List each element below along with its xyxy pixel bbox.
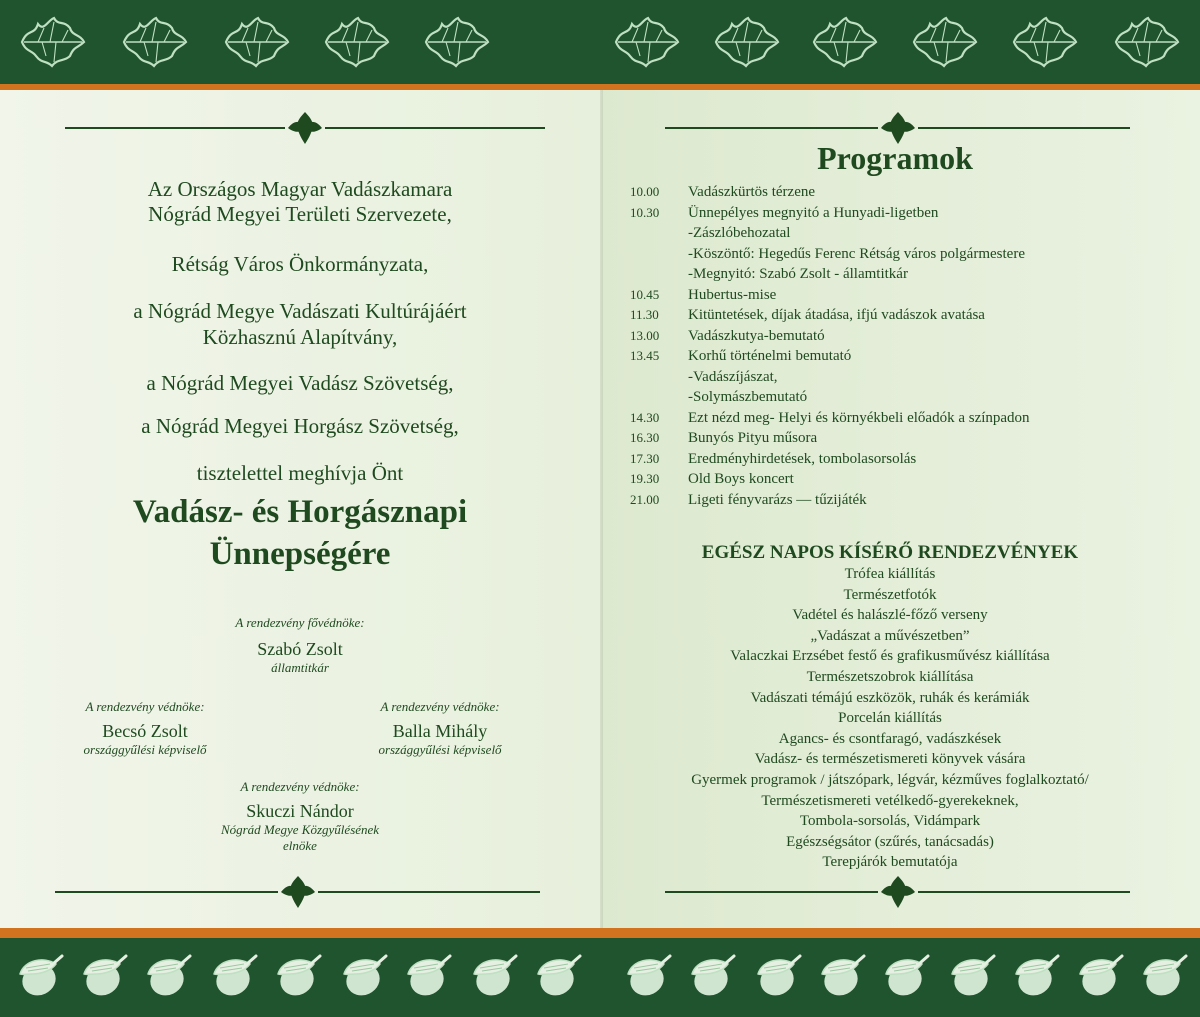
program-text: -Megnyitó: Szabó Zsolt - államtitkár <box>688 266 908 282</box>
oak-leaf-icon <box>712 10 782 74</box>
organizer-line-1: Az Országos Magyar Vadászkamara <box>147 177 453 201</box>
events-title: EGÉSZ NAPOS KÍSÉRŐ RENDEZVÉNYEK <box>701 542 1079 563</box>
program-time: 11.30 <box>630 307 659 322</box>
patron-left <box>60 698 230 758</box>
program-text: -Zászlóbehozatal <box>688 225 791 241</box>
program-text: -Vadászíjászat, <box>688 368 778 385</box>
program-time <box>630 367 688 388</box>
patron-bottom-role: A rendezvény védnöke: <box>240 779 360 794</box>
program-text: -Köszöntő: Hegedűs Ferenc Rétság város polgármestere <box>688 245 1025 262</box>
program-title: Programok <box>817 140 973 176</box>
program-text: -Solymászbemutató <box>688 389 808 405</box>
acorn-icon <box>682 948 740 1004</box>
program-row <box>630 203 1170 224</box>
program-row <box>630 367 1170 388</box>
acorn-icon <box>1006 948 1064 1004</box>
event-item: Vadász- és természetismereti könyvek vására <box>754 751 1026 768</box>
program-row <box>630 326 1170 347</box>
patron-right-name: Balla Mihály <box>392 721 488 741</box>
program-row <box>630 469 1170 490</box>
program-time: 17.30 <box>630 450 660 466</box>
patron-right <box>355 698 525 758</box>
acorn-icon <box>618 948 676 1004</box>
main-patron-role: A rendezvény fővédnöke: <box>235 615 365 630</box>
oak-leaf-icon <box>810 10 880 74</box>
program-row <box>630 244 1170 265</box>
program-text: Bunyós Pityu műsora <box>688 430 818 446</box>
main-patron <box>200 614 400 676</box>
program-row <box>630 264 1170 285</box>
event-title-line-1: Vadász- és Horgásznapi <box>132 494 468 530</box>
organizer-line-7: a Nógrád Megyei Horgász Szövetség, <box>141 414 459 438</box>
acorn-icon <box>876 948 934 1004</box>
acorn-icon <box>748 948 806 1004</box>
program-text: Vadászkutya-bemutató <box>688 327 825 344</box>
left-panel <box>40 0 560 1017</box>
organizer-line-6: a Nógrád Megyei Vadász Szövetség, <box>146 371 454 395</box>
oak-leaf-icon <box>910 10 980 74</box>
program-time <box>630 244 688 265</box>
program-text: Old Boys koncert <box>688 471 794 487</box>
program-time: 21.00 <box>630 491 660 507</box>
acorn-icon <box>1134 948 1192 1004</box>
oak-leaf-icon <box>612 10 682 74</box>
event-item: „Vadászat a művészetben” <box>810 627 970 644</box>
program-time: 16.30 <box>630 430 660 445</box>
oak-leaf-icon <box>1010 10 1080 74</box>
program-row <box>630 490 1170 511</box>
main-patron-name: Szabó Zsolt <box>257 639 343 659</box>
program-time: 13.00 <box>630 327 660 343</box>
patron-bottom-name: Skuczi Nándor <box>246 801 354 821</box>
event-item: Természetfotók <box>843 586 937 603</box>
program-time <box>630 223 688 244</box>
program-time: 13.45 <box>630 348 660 363</box>
event-item: Tombola-sorsolás, Vidámpark <box>799 813 981 830</box>
program-row <box>630 285 1170 306</box>
events-list <box>630 564 1150 873</box>
organizer-line-4: a Nógrád Megye Vadászati Kultúrájáért <box>133 299 467 323</box>
organizer-line-2: Nógrád Megyei Területi Szervezete, <box>148 202 452 226</box>
program-row <box>630 428 1170 449</box>
patron-left-name: Becsó Zsolt <box>102 721 188 741</box>
patron-left-role: A rendezvény védnöke: <box>85 699 205 714</box>
event-item: Vadászati témájú eszközök, ruhák és kerámiák <box>750 689 1030 706</box>
acorn-icon <box>812 948 870 1004</box>
event-item: Porcelán kiállítás <box>838 710 942 727</box>
ornament-divider-right-bottom <box>660 872 1135 912</box>
program-row <box>630 182 1170 203</box>
program-time: 19.30 <box>630 471 660 486</box>
event-item: Természetszobrok kiállítása <box>806 668 974 685</box>
event-item: Természetismereti vetélkedő-gyerekeknek, <box>761 792 1019 809</box>
program-time <box>630 387 688 408</box>
program-text: Ezt nézd meg- Helyi és környékbeli előadók a színpadon <box>688 409 1030 426</box>
program-text: Vadászkürtös térzene <box>688 184 816 200</box>
program-time: 10.45 <box>630 286 660 302</box>
main-patron-title: államtitkár <box>271 660 329 675</box>
patron-bottom <box>180 778 420 854</box>
program-row <box>630 387 1170 408</box>
program-row <box>630 449 1170 470</box>
program-text: Ligeti fényvarázs — tűzijáték <box>688 491 867 508</box>
acorn-icon <box>942 948 1000 1004</box>
program-list <box>630 182 1170 510</box>
event-item: Vadétel és halászlé-főző verseny <box>792 607 988 624</box>
center-fold <box>600 0 603 1017</box>
patron-left-title: országgyűlési képviselő <box>83 742 207 757</box>
program-text: Hubertus-mise <box>688 286 777 303</box>
organizer-line-3: Rétság Város Önkormányzata, <box>171 252 429 276</box>
event-item: Agancs- és csontfaragó, vadászkések <box>778 730 1002 747</box>
invitation-line: tisztelettel meghívja Önt <box>196 461 404 485</box>
patron-right-title: országgyűlési képviselő <box>378 742 502 757</box>
event-item: Gyermek programok / játszópark, légvár, kézműves foglalkoztató/ <box>691 771 1089 788</box>
program-row <box>630 223 1170 244</box>
program-text: Korhű történelmi bemutató <box>688 348 852 364</box>
program-time: 14.30 <box>630 409 660 425</box>
event-item: Terepjárók bemutatója <box>822 854 958 871</box>
program-row <box>630 305 1170 326</box>
organizer-line-5: Közhasznú Alapítvány, <box>202 325 398 349</box>
program-text: Eredményhirdetések, tombolasorsolás <box>688 450 917 467</box>
patron-bottom-title-2: elnöke <box>283 838 317 853</box>
program-time: 10.00 <box>630 184 660 199</box>
program-time <box>630 264 688 285</box>
event-title-line-2: Ünnepségére <box>209 536 391 572</box>
program-text: Kitüntetések, díjak átadása, ifjú vadászok avatása <box>688 307 985 323</box>
program-text: Ünnepélyes megnyitó a Hunyadi-ligetben <box>688 204 939 221</box>
program-row <box>630 408 1170 429</box>
program-row <box>630 346 1170 367</box>
oak-leaf-icon <box>1112 10 1182 74</box>
patron-bottom-title-1: Nógrád Megye Közgyűlésének <box>220 822 380 837</box>
program-time: 10.30 <box>630 204 660 220</box>
event-item: Trófea kiállítás <box>844 566 936 582</box>
event-item: Valaczkai Erzsébet festő és grafikusművész kiállítása <box>730 648 1050 665</box>
event-item: Egészségsátor (szűrés, tanácsadás) <box>786 833 994 850</box>
patron-right-role: A rendezvény védnöke: <box>380 699 500 714</box>
acorn-icon <box>1070 948 1128 1004</box>
